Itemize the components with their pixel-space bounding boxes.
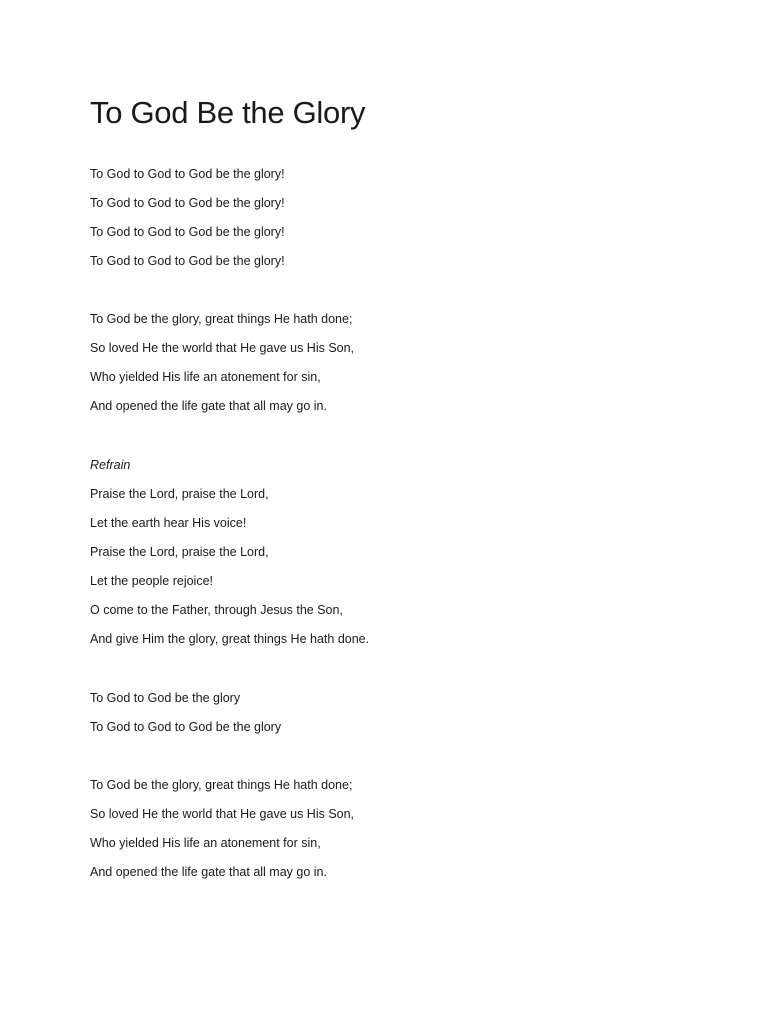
lyric-line: O come to the Father, through Jesus the Son, [90,603,343,617]
lyric-line: And give Him the glory, great things He hath done. [90,632,370,646]
lyric-line: To God be the glory, great things He hath done; [90,312,353,326]
lyric-line: So loved He the world that He gave us His Son, [90,341,355,355]
lyric-line: And opened the life gate that all may go in. [90,865,327,879]
lyric-line: Praise the Lord, praise the Lord, [90,487,269,501]
lyric-line: Let the earth hear His voice! [90,516,247,530]
lyric-line: So loved He the world that He gave us His Son, [90,807,355,821]
lyric-line: And opened the life gate that all may go in. [90,399,327,413]
lyric-line: To God be the glory, great things He hath done; [90,778,353,792]
lyric-line: Praise the Lord, praise the Lord, [90,545,269,559]
lyric-line: To God to God to God be the glory! [90,254,285,268]
lyric-line: To God to God to God be the glory! [90,167,285,181]
lyric-line: To God to God to God be the glory! [90,196,285,210]
lyric-line: To God to God be the glory [90,691,241,705]
refrain-heading: Refrain [90,458,131,472]
lyric-line: To God to God to God be the glory [90,720,282,734]
lyric-line: To God to God to God be the glory! [90,225,285,239]
lyric-line: Who yielded His life an atonement for sin, [90,836,321,850]
lyric-line: Who yielded His life an atonement for sin, [90,370,321,384]
page-title: To God Be the Glory [90,95,366,130]
lyric-line: Let the people rejoice! [90,574,214,588]
